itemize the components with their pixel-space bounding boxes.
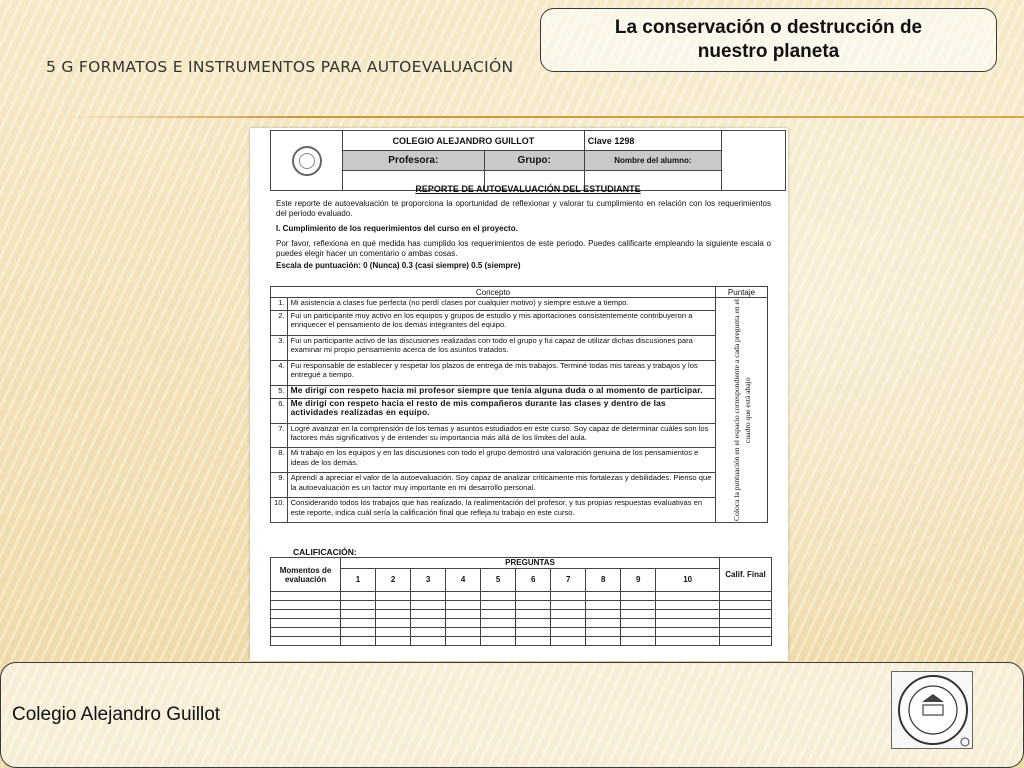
item-text: Mi trabajo en los equipos y en las discusiones con todo el grupo demostró una valoración genuina de los pensamientos e ideas de los demás. xyxy=(287,448,715,473)
question-number: 4 xyxy=(446,568,481,591)
table-row xyxy=(271,335,768,360)
table-row xyxy=(271,298,768,311)
item-number: 4. xyxy=(271,360,288,385)
item-number: 10. xyxy=(271,498,288,523)
item-number: 5. xyxy=(271,385,288,398)
grade-row xyxy=(271,610,772,619)
question-number: 2 xyxy=(376,568,411,591)
grade-row xyxy=(271,637,772,646)
table-row xyxy=(271,360,768,385)
grade-row xyxy=(271,601,772,610)
alumno-label: Nombre del alumno: xyxy=(584,151,721,171)
blank-cell xyxy=(722,131,786,191)
school-logo-cell xyxy=(271,131,343,191)
question-number: 3 xyxy=(411,568,446,591)
momentos-header: Momentos de evaluación xyxy=(271,558,341,592)
item-text: Fui responsable de establecer y respetar los plazos de entrega de mis trabajos. Terminé todas mis tareas y trabajos y los entregué a tiempo. xyxy=(287,360,715,385)
school-seal-logo xyxy=(891,671,973,749)
table-row xyxy=(271,385,768,398)
item-number: 7. xyxy=(271,423,288,448)
question-number: 5 xyxy=(481,568,516,591)
question-number: 1 xyxy=(341,568,376,591)
concept-header: Concepto xyxy=(271,287,716,298)
school-name: COLEGIO ALEJANDRO GUILLOT xyxy=(343,131,585,151)
grupo-label: Grupo: xyxy=(484,151,584,171)
clave-label: Clave 1298 xyxy=(584,131,721,151)
grade-row xyxy=(271,619,772,628)
preguntas-header: PREGUNTAS xyxy=(341,558,720,569)
item-text: Me dirigí con respeto hacia mi profesor siempre que tenía alguna duda o al momento de participar. xyxy=(287,385,715,398)
item-number: 8. xyxy=(271,448,288,473)
intro-paragraph: Este reporte de autoevaluación te proporciona la oportunidad de reflexionar y valorar tu cumplimiento en relación con los requerimientos del periodo evaluado. xyxy=(276,199,771,218)
item-text: Considerando todos los trabajos que has realizado, la realimentación del profesor, y tus propias respuestas evaluativas en este reporte, indica cuál sería la calificación final que refleja tu trabajo en este curso. xyxy=(287,498,715,523)
item-number: 6. xyxy=(271,398,288,423)
item-text: Logré avanzar en la comprensión de los temas y asuntos estudiados en este curso. Soy capaz de determinar cuáles son los factores más significativos y de entender su importancia más allá de los límites del aula. xyxy=(287,423,715,448)
school-seal-icon xyxy=(292,146,322,176)
item-number: 9. xyxy=(271,473,288,498)
slide-title-box xyxy=(540,8,997,72)
item-text: Aprendí a apreciar el valor de la autoevaluación. Soy capaz de analizar críticamente mis fortalezas y debilidades. Pienso que la autoevaluación es un factor muy importante en mi desarrollo personal. xyxy=(287,473,715,498)
table-row xyxy=(271,473,768,498)
score-column xyxy=(716,298,768,523)
vertical-instruction: Coloca la puntuación en el espacio correspondiente a cada pregunta en el cuadro que está abajo xyxy=(731,298,752,522)
footer-school-name: Colegio Alejandro Guillot xyxy=(12,704,221,725)
table-row xyxy=(271,398,768,423)
document-header xyxy=(270,130,786,191)
score-header: Puntaje xyxy=(716,287,768,298)
item-number: 1. xyxy=(271,298,288,311)
profesora-label: Profesora: xyxy=(343,151,485,171)
seal-icon xyxy=(892,672,974,750)
slide-title: La conservación o destrucción de nuestro planeta xyxy=(614,17,923,62)
item-text: Fui un participante activo de las discusiones realizadas con todo el grupo y fui capaz de utilizar dichas discusiones para examinar mi propio pensamiento acerca de los asuntos tratados. xyxy=(287,335,715,360)
item-number: 3. xyxy=(271,335,288,360)
table-row xyxy=(271,448,768,473)
item-text: Fui un participante muy activo en los equipos y grupos de estudio y mis aportaciones consistentemente contribuyeron a enriquecer el pensamiento de los demás integrantes del equipo. xyxy=(287,311,715,336)
item-text: Mi asistencia a clases fue perfecta (no perdí clases por cualquier motivo) y siempre estuve a tiempo. xyxy=(287,298,715,311)
grade-row xyxy=(271,628,772,637)
question-number: 9 xyxy=(621,568,656,591)
table-row xyxy=(271,498,768,523)
section-title: 5 G FORMATOS E INSTRUMENTOS PARA AUTOEVALUACIÓN xyxy=(46,58,514,76)
section-heading: I. Cumplimiento de los requerimientos del curso en el proyecto. xyxy=(276,224,518,233)
calificacion-label: CALIFICACIÓN: xyxy=(293,547,357,557)
concept-table xyxy=(270,286,768,523)
question-number: 8 xyxy=(586,568,621,591)
instructions-paragraph: Por favor, reflexiona en qué medida has cumplido los requerimientos de este periodo. Puedes calificarte empleando la siguiente escala o puedes elegir hacer un comentario o ambas cosas. xyxy=(276,239,771,258)
table-row xyxy=(271,423,768,448)
report-title: REPORTE DE AUTOEVALUACIÓN DEL ESTUDIANTE xyxy=(415,184,641,194)
question-number: 10 xyxy=(656,568,720,591)
divider-line xyxy=(66,116,1024,118)
self-evaluation-document xyxy=(250,128,788,661)
score-scale: Escala de puntuación: 0 (Nunca) 0.3 (casi siempre) 0.5 (siempre) xyxy=(276,261,521,270)
grading-table xyxy=(270,557,772,646)
question-number-row xyxy=(271,568,772,591)
question-number: 6 xyxy=(516,568,551,591)
calif-final-header: Calif. Final xyxy=(720,558,772,592)
grade-row xyxy=(271,592,772,601)
item-number: 2. xyxy=(271,311,288,336)
item-text: Me dirigí con respeto hacia el resto de mis compañeros durante las clases y dentro de las actividades realizadas en equipo. xyxy=(287,398,715,423)
table-row xyxy=(271,311,768,336)
question-number: 7 xyxy=(551,568,586,591)
